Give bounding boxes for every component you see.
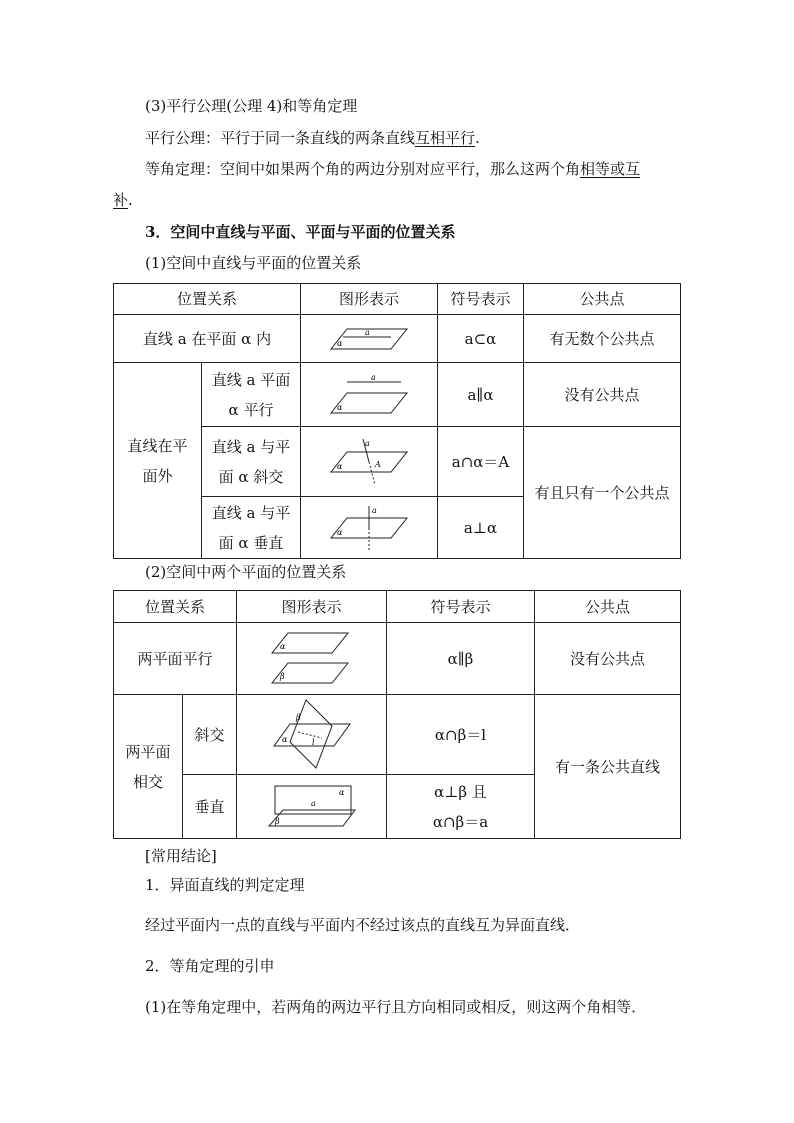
label-A: A <box>375 459 381 469</box>
table1-row-in-relation: 直线 a 在平面 α 内 <box>114 315 301 363</box>
equal-angle-text <box>145 159 640 179</box>
label-alpha: α <box>337 338 343 348</box>
label-beta: β <box>279 671 285 681</box>
parallel-axiom-text <box>145 128 480 148</box>
table2-row-oblique-figure <box>237 695 387 775</box>
table1-outside-label-line1: 直线在平 <box>127 436 188 455</box>
table1-outside-label <box>114 363 202 559</box>
equal-angle-text-cont <box>113 190 133 210</box>
label-a: a <box>371 372 376 382</box>
conclusion-2-text: (1)在等角定理中，若两角的两边平行且方向相同或相反，则这两个角相等． <box>145 998 647 1016</box>
table2-common-line: 有一条公共直线 <box>535 695 681 839</box>
parallel-axiom-emphasis: 互相平行 <box>415 129 476 147</box>
label-beta: β <box>274 816 280 826</box>
line-plane-table <box>113 283 681 559</box>
table1-row-oblique-symbol: a∩α＝A <box>438 427 524 497</box>
table2-header-common: 公共点 <box>535 591 681 623</box>
parallel-axiom-prefix: 平行公理：平行于同一条直线的两条直线 <box>145 129 416 147</box>
table2-row-perp-symbol2: α∩β＝a <box>432 812 489 831</box>
line-parallel-plane-figure <box>329 373 409 417</box>
label-a: a <box>365 438 370 448</box>
table1-row-oblique-figure <box>301 427 438 497</box>
table2-row-oblique-relation: 斜交 <box>183 695 237 775</box>
part3-heading: 3．空间中直线与平面、平面与平面的位置关系 <box>145 223 456 241</box>
table1-row-parallel-relation <box>202 363 301 427</box>
table1-row-parallel-rel1: 直线 a 平面 <box>211 370 291 389</box>
table2-row-parallel-figure <box>237 623 387 695</box>
table2-intersect-label-line2: 相交 <box>132 772 163 791</box>
line-in-plane-figure <box>329 324 409 354</box>
label-l: l <box>311 737 315 747</box>
label-alpha: α <box>337 527 343 537</box>
conclusion-2-title: 2．等角定理的引申 <box>145 957 275 975</box>
table2-row-parallel-relation: 两平面平行 <box>114 623 237 695</box>
intersection-line-shape <box>298 732 322 738</box>
conclusions-tag: [常用结论] <box>145 847 217 865</box>
label-a: a <box>372 505 377 515</box>
table2-intersect-label-line1: 两平面 <box>125 742 171 761</box>
table2-row-oblique-symbol: α∩β＝l <box>387 695 535 775</box>
table1-row-parallel-figure <box>301 363 438 427</box>
table2-header-relation: 位置关系 <box>114 591 237 623</box>
table1-row-perp-rel1: 直线 a 与平 <box>211 503 291 522</box>
line-perpendicular-plane-figure <box>329 504 409 552</box>
label-alpha: α <box>337 402 343 412</box>
line-oblique-plane-figure <box>329 437 409 487</box>
table2-row-perp-figure <box>237 775 387 839</box>
table1-row-in-symbol: a⊂α <box>438 315 524 363</box>
plane-beta-shape <box>290 700 332 768</box>
label-alpha: α <box>281 734 287 744</box>
table1-header-common: 公共点 <box>524 284 681 315</box>
table1-row-in-common: 有无数个公共点 <box>524 315 681 363</box>
table2-row-parallel-symbol: α∥β <box>387 623 535 695</box>
parallel-axiom-suffix: . <box>475 129 480 147</box>
table2-intersect-label <box>114 695 183 839</box>
table1-row-in-figure <box>301 315 438 363</box>
table1-header-symbol: 符号表示 <box>438 284 524 315</box>
conclusion-1-text: 经过平面内一点的直线与平面内不经过该点的直线互为异面直线． <box>145 916 581 934</box>
table1-header-figure: 图形表示 <box>301 284 438 315</box>
table2-row-perp-relation: 垂直 <box>183 775 237 839</box>
equal-angle-emphasis-2: 补 <box>113 191 129 209</box>
table2-row-parallel-common: 没有公共点 <box>535 623 681 695</box>
table2-row-perp-symbol <box>387 775 535 839</box>
table1-row-perp-rel2: 面 α 垂直 <box>218 533 284 552</box>
table2-header-symbol: 符号表示 <box>387 591 535 623</box>
label-a: a <box>365 327 370 337</box>
label-a: a <box>310 798 316 808</box>
table1-row-perp-figure <box>301 497 438 559</box>
table1-row-oblique-rel2: 面 α 斜交 <box>218 467 284 486</box>
table1-row-oblique-relation <box>202 427 301 497</box>
table1-row-perp-relation <box>202 497 301 559</box>
plane-plane-subheading: (2)空间中两个平面的位置关系 <box>145 563 347 581</box>
table1-row-parallel-common: 没有公共点 <box>524 363 681 427</box>
table1-outside-label-line2: 面外 <box>142 466 173 485</box>
table1-row-oblique-rel1: 直线 a 与平 <box>211 437 291 456</box>
intersecting-planes-figure <box>270 698 354 772</box>
plane-plane-table <box>113 590 681 839</box>
line-plane-subheading: (1)空间中直线与平面的位置关系 <box>145 254 362 272</box>
conclusion-1-title: 1．异面直线的判定定理 <box>145 876 305 894</box>
perpendicular-planes-figure <box>265 782 359 832</box>
section-heading-parallel-axiom: (3)平行公理(公理 4)和等角定理 <box>145 97 358 115</box>
plane-beta-shape <box>269 810 355 826</box>
equal-angle-prefix: 等角定理：空间中如果两个角的两边分别对应平行，那么这两个角 <box>145 160 581 178</box>
table1-row-parallel-symbol: a∥α <box>438 363 524 427</box>
equal-angle-emphasis: 相等或互 <box>580 160 641 178</box>
table2-header-figure: 图形表示 <box>237 591 387 623</box>
label-beta: β <box>295 712 301 722</box>
equal-angle-suffix: . <box>128 191 133 209</box>
table2-row-perp-symbol1: α⊥β 且 <box>434 782 487 801</box>
label-alpha: α <box>279 641 285 651</box>
label-alpha: α <box>338 787 344 797</box>
label-alpha: α <box>337 461 343 471</box>
parallel-planes-figure <box>270 629 354 689</box>
table1-row-perp-symbol: a⊥α <box>438 497 524 559</box>
table1-common-one: 有且只有一个公共点 <box>524 427 681 559</box>
table1-header-relation: 位置关系 <box>114 284 301 315</box>
table1-row-parallel-rel2: α 平行 <box>228 400 274 419</box>
